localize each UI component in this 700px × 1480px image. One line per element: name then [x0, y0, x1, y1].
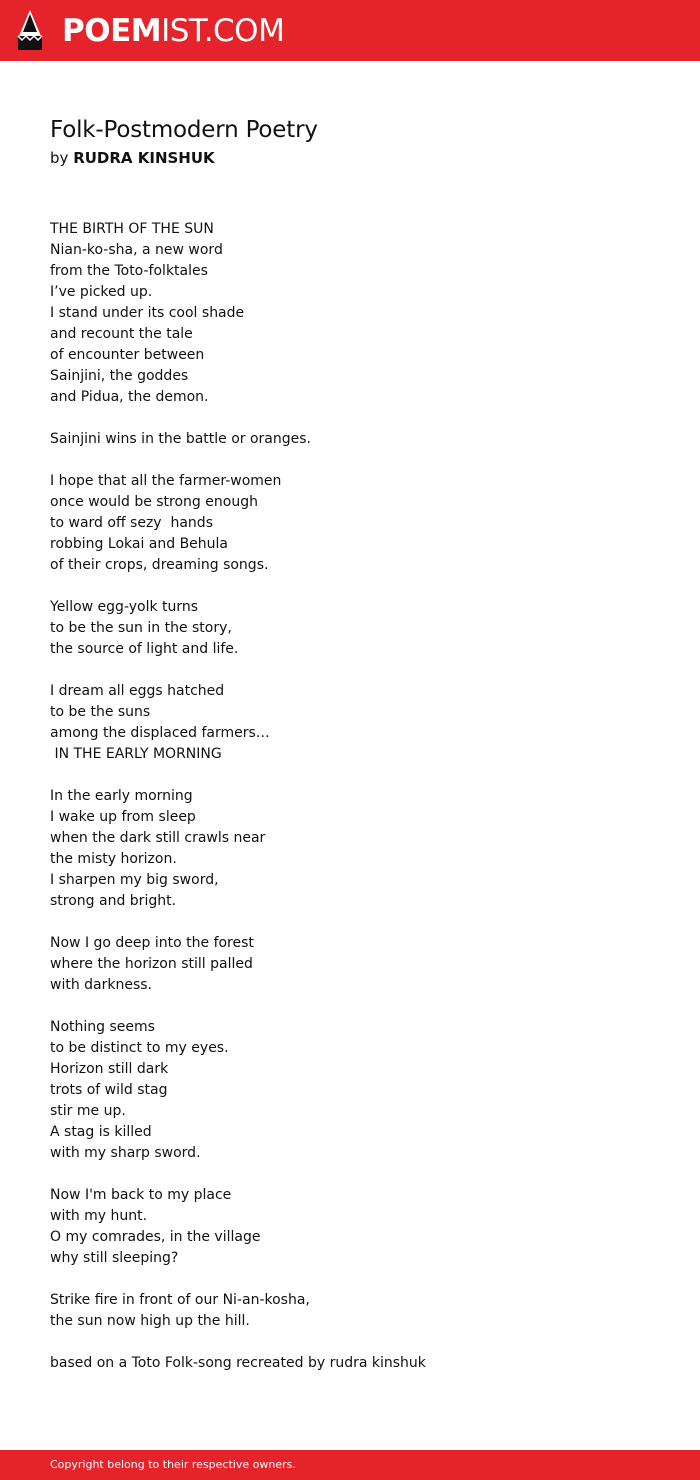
poem-line: I dream all eggs hatched [50, 683, 225, 699]
poem-line: Nothing seems [50, 1019, 155, 1035]
poem-line: Sainjini, the goddes [50, 368, 189, 384]
stanza-break [50, 996, 650, 1017]
stanza-break [50, 1269, 650, 1290]
author-name[interactable]: RUDRA KINSHUK [73, 149, 215, 167]
stanza-break [50, 408, 650, 429]
poem-line: with my sharp sword. [50, 1145, 201, 1161]
poem-line: I wake up from sleep [50, 809, 196, 825]
poem-line: once would be strong enough [50, 494, 258, 510]
poem-line: where the horizon still palled [50, 956, 253, 972]
poem-line: the sun now high up the hill. [50, 1313, 250, 1329]
logo-bold-part: POEM [62, 13, 162, 49]
poem-line: with my hunt. [50, 1208, 148, 1224]
poem-line: I hope that all the farmer-women [50, 473, 282, 489]
poem-line: to be the sun in the story, [50, 620, 232, 636]
by-label: by [50, 149, 69, 167]
poem-line: I sharpen my big sword, [50, 872, 219, 888]
poem-line: among the displaced farmers… [50, 725, 270, 741]
poem-line: to be the suns [50, 704, 151, 720]
poem-line: to be distinct to my eyes. [50, 1040, 229, 1056]
poem-line: robbing Lokai and Behula [50, 536, 229, 552]
poem-line: trots of wild stag [50, 1082, 168, 1098]
stanza-break [50, 912, 650, 933]
poem-line: stir me up. [50, 1103, 126, 1119]
poem-line: Strike fire in front of our Ni-an-kosha, [50, 1292, 310, 1308]
poem-line: Now I'm back to my place [50, 1187, 232, 1203]
poem-line: THE BIRTH OF THE SUN [50, 221, 214, 237]
poem-line: the source of light and life. [50, 641, 239, 657]
poem-line: In the early morning [50, 788, 193, 804]
poem-line: and Pidua, the demon. [50, 389, 209, 405]
poem-line: IN THE EARLY MORNING [50, 746, 222, 762]
poem-line: of their crops, dreaming songs. [50, 557, 269, 573]
site-logo-text[interactable] [62, 12, 284, 50]
poem-line: Horizon still dark [50, 1061, 169, 1077]
poem-line: I’ve picked up. [50, 284, 153, 300]
stanza-break [50, 1164, 650, 1185]
logo-thin-part: IST.COM [161, 13, 285, 49]
poem-line: Nian-ko-sha, a new word [50, 242, 223, 258]
poem-line: I stand under its cool shade [50, 305, 245, 321]
poem-body [50, 219, 650, 1374]
poem-line: A stag is killed [50, 1124, 152, 1140]
copyright-notice: Copyright belong to their respective owners. [50, 1458, 296, 1471]
byline [50, 149, 215, 167]
poem-line: why still sleeping? [50, 1250, 179, 1266]
poem-line: with darkness. [50, 977, 153, 993]
poem-line: of encounter between [50, 347, 205, 363]
stanza-break [50, 765, 650, 786]
pen-nib-logo-icon[interactable] [15, 8, 45, 52]
poem-line: O my comrades, in the village [50, 1229, 261, 1245]
poem-line: Sainjini wins in the battle or oranges. [50, 431, 312, 447]
stanza-break [50, 576, 650, 597]
stanza-break [50, 1332, 650, 1353]
poem-line: the misty horizon. [50, 851, 177, 867]
poem-line: strong and bright. [50, 893, 177, 909]
poem-line: to ward off sezy hands [50, 515, 213, 531]
stanza-break [50, 660, 650, 681]
site-header [0, 0, 700, 61]
poem-line: and recount the tale [50, 326, 193, 342]
poem-title: Folk-Postmodern Poetry [50, 117, 318, 143]
poem-line: based on a Toto Folk-song recreated by rudra kinshuk [50, 1355, 426, 1371]
poem-line: Now I go deep into the forest [50, 935, 254, 951]
poem-line: from the Toto-folktales [50, 263, 208, 279]
poem-line: Yellow egg-yolk turns [50, 599, 199, 615]
stanza-break [50, 450, 650, 471]
poem-line: when the dark still crawls near [50, 830, 266, 846]
site-footer [0, 1450, 700, 1480]
